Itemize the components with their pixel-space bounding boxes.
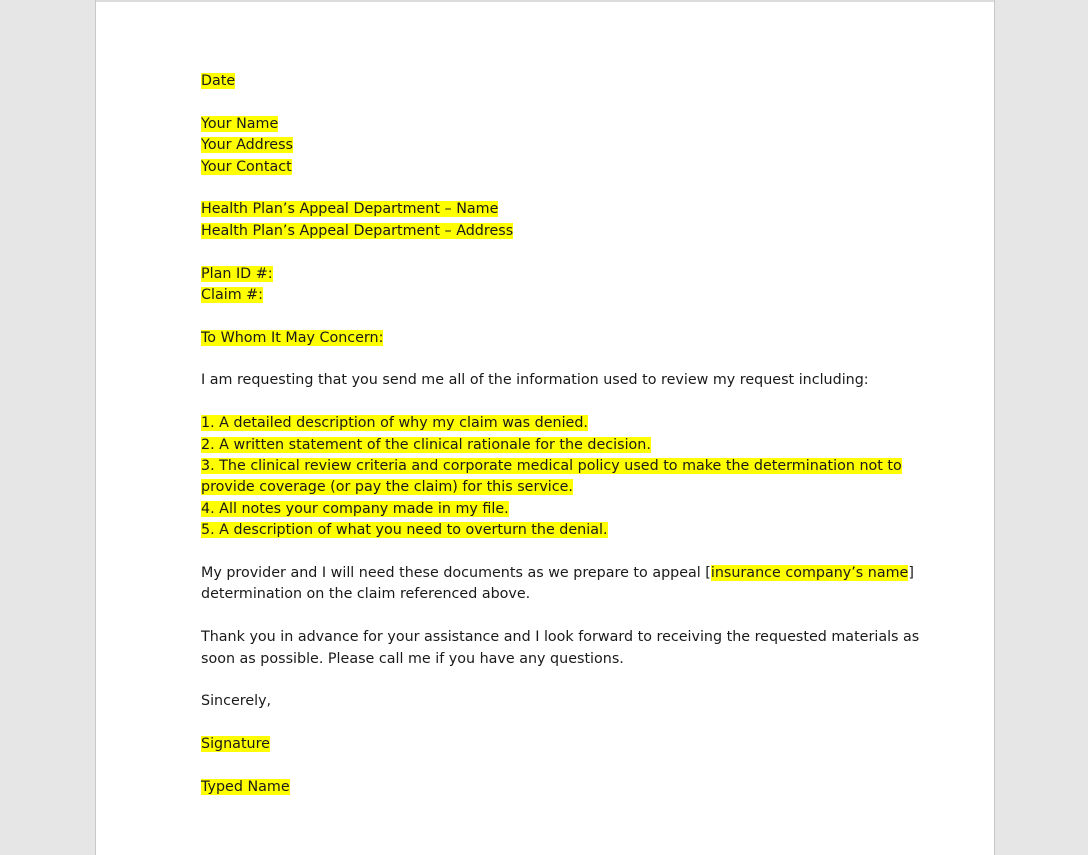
request-list-item [201,413,866,434]
provider-text: My provider and I will need these documents as we prepare to appeal [ [201,564,711,581]
recipient-name-field: Health Plan’s Appeal Department – Name [201,201,499,218]
request-list-item-text: 3. The clinical review criteria and corporate medical policy used to make the determination not to [201,458,902,475]
spacer [201,542,866,563]
request-list-item-text: 1. A detailed description of why my claim was denied. [201,415,588,432]
thanks-paragraph-line-2: soon as possible. Please call me if you have any questions. [201,650,624,667]
spacer [201,756,866,777]
provider-text-end: ] [908,564,914,581]
typed-name-line [201,777,866,798]
spacer [201,306,866,327]
request-list-item [201,435,866,456]
request-list-item-text: 5. A description of what you need to overturn the denial. [201,522,608,539]
request-list-item [201,520,866,541]
provider-paragraph-line-1 [201,563,914,584]
request-list-item-text: 2. A written statement of the clinical rationale for the decision. [201,436,651,453]
spacer [201,392,866,413]
sender-name-line [201,114,866,135]
sender-address-field: Your Address [201,137,294,154]
letter-body[interactable] [201,71,920,798]
request-list-item [201,499,866,520]
request-list-item-text: provide coverage (or pay the claim) for this service. [201,479,573,496]
signature-line [201,734,866,755]
provider-paragraph-line-2: determination on the claim referenced above. [201,586,531,603]
request-list-item-text: 4. All notes your company made in my file. [201,500,509,517]
closing-line: Sincerely, [201,693,272,710]
thanks-paragraph-line-1: Thank you in advance for your assistance and I look forward to receiving the requested materials as [201,629,920,646]
page-edge [96,0,994,2]
spacer [201,606,866,627]
date-line [201,71,866,92]
spacer [201,349,866,370]
recipient-address-line [201,221,866,242]
spacer [201,178,866,199]
spacer [201,670,866,691]
signature-field: Signature [201,736,270,753]
sender-name-field: Your Name [201,115,279,132]
request-list-item [201,477,866,498]
plan-id-field: Plan ID #: [201,265,273,282]
recipient-name-line [201,199,866,220]
document-page [95,0,995,855]
spacer [201,242,866,263]
salutation-line [201,328,866,349]
claim-line [201,285,866,306]
spacer [201,92,866,113]
sender-contact-field: Your Contact [201,158,292,175]
typed-name-field: Typed Name [201,778,290,795]
date-field: Date [201,73,236,89]
intro-paragraph: I am requesting that you send me all of the information used to review my request including: [201,372,869,389]
sender-contact-line [201,157,866,178]
claim-field: Claim #: [201,286,263,303]
spacer [201,713,866,734]
insurance-company-placeholder: insurance company’s name [710,564,909,581]
salutation-field: To Whom It May Concern: [201,329,384,346]
request-list-item [201,456,902,477]
recipient-address-field: Health Plan’s Appeal Department – Address [201,222,514,239]
plan-id-line [201,264,866,285]
sender-address-line [201,135,866,156]
